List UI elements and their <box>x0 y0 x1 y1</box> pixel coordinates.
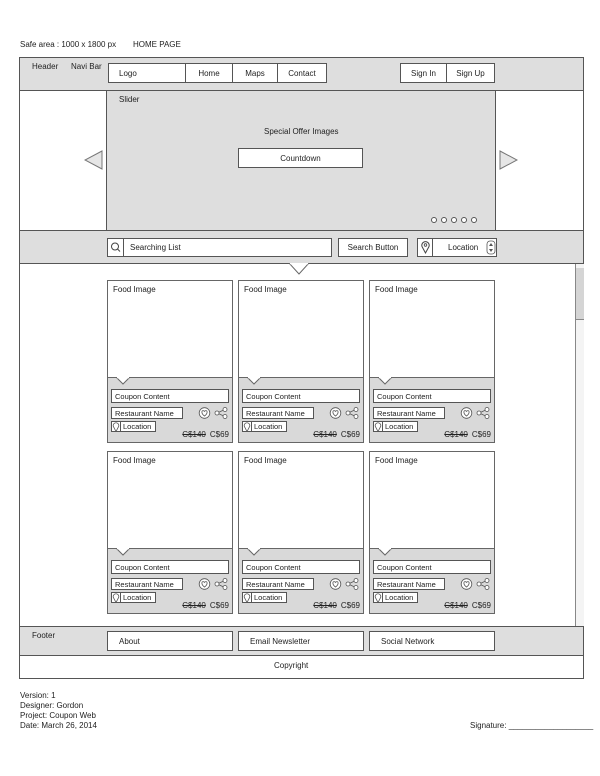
designer-info: Designer: Gordon <box>20 701 84 710</box>
coupon-content-text: Coupon Content <box>246 562 301 572</box>
footer-about-link[interactable] <box>107 631 233 651</box>
slider-label: Slider <box>119 95 140 104</box>
coupon-content-field[interactable] <box>242 560 360 574</box>
version-info: Version: 1 <box>20 691 56 700</box>
new-price: C$69 <box>340 430 360 439</box>
coupon-card[interactable] <box>238 280 364 443</box>
countdown-box <box>238 148 363 168</box>
restaurant-name-field[interactable] <box>373 578 445 590</box>
location-field[interactable] <box>111 421 156 432</box>
footer-label: Footer <box>32 631 56 640</box>
nav-contact-label: Contact <box>288 68 316 78</box>
location-field[interactable] <box>373 592 418 603</box>
location-select[interactable] <box>417 238 497 257</box>
coupon-details <box>239 377 363 442</box>
old-price: C$140 <box>444 430 468 439</box>
favorite-heart-icon[interactable] <box>460 578 473 592</box>
restaurant-name-field[interactable] <box>242 407 314 419</box>
search-placeholder: Searching List <box>130 243 181 252</box>
coupon-content-text: Coupon Content <box>246 391 301 401</box>
slider-dot[interactable] <box>461 217 467 223</box>
location-pin-icon <box>112 593 121 602</box>
location-text: Location <box>123 593 152 602</box>
old-price: C$140 <box>444 601 468 610</box>
share-icon[interactable] <box>476 578 490 592</box>
location-field[interactable] <box>242 421 287 432</box>
coupon-content-field[interactable] <box>373 560 491 574</box>
nav-home[interactable] <box>185 63 233 83</box>
coupon-content-text: Coupon Content <box>115 562 170 572</box>
location-field[interactable] <box>242 592 287 603</box>
price <box>182 601 229 610</box>
price <box>182 430 229 439</box>
price <box>444 430 491 439</box>
scrollbar-thumb[interactable] <box>576 268 584 320</box>
project-info: Project: Coupon Web <box>20 711 96 720</box>
food-image-label: Food Image <box>375 285 418 294</box>
restaurant-name-text: Restaurant Name <box>115 579 174 589</box>
footer-social-link[interactable] <box>369 631 495 651</box>
search-icon <box>108 239 124 256</box>
location-text: Location <box>385 422 414 431</box>
nav-maps[interactable] <box>232 63 278 83</box>
coupon-card[interactable] <box>369 451 495 614</box>
share-icon[interactable] <box>476 407 490 421</box>
coupon-card[interactable] <box>369 280 495 443</box>
slider-title: Special Offer Images <box>264 127 339 136</box>
footer-social-label: Social Network <box>381 636 435 646</box>
share-icon[interactable] <box>214 407 228 421</box>
restaurant-name-text: Restaurant Name <box>246 579 305 589</box>
location-field[interactable] <box>373 421 418 432</box>
slider-dot[interactable] <box>431 217 437 223</box>
scrollbar[interactable] <box>575 264 584 627</box>
coupon-content-text: Coupon Content <box>377 391 432 401</box>
restaurant-name-text: Restaurant Name <box>246 408 305 418</box>
favorite-heart-icon[interactable] <box>329 578 342 592</box>
location-pin-icon <box>112 422 121 431</box>
navibar-label: Navi Bar <box>71 62 102 71</box>
location-pin-icon <box>243 593 252 602</box>
pointer-icon <box>247 548 263 557</box>
sign-in-label: Sign In <box>411 68 436 78</box>
search-button[interactable] <box>338 238 408 257</box>
slider-next-icon[interactable] <box>498 150 518 170</box>
pointer-icon <box>116 377 132 386</box>
location-field[interactable] <box>111 592 156 603</box>
price <box>313 601 360 610</box>
new-price: C$69 <box>471 601 491 610</box>
new-price: C$69 <box>209 601 229 610</box>
coupon-card[interactable] <box>107 280 233 443</box>
share-icon[interactable] <box>214 578 228 592</box>
coupon-card[interactable] <box>107 451 233 614</box>
restaurant-name-text: Restaurant Name <box>377 579 436 589</box>
copyright: Copyright <box>274 661 309 670</box>
old-price: C$140 <box>313 430 337 439</box>
old-price: C$140 <box>182 430 206 439</box>
location-text: Location <box>254 422 283 431</box>
food-image-label: Food Image <box>113 285 156 294</box>
favorite-heart-icon[interactable] <box>329 407 342 421</box>
nav-home-label: Home <box>198 68 220 78</box>
food-image-label: Food Image <box>244 456 287 465</box>
coupon-content-field[interactable] <box>242 389 360 403</box>
favorite-heart-icon[interactable] <box>198 578 211 592</box>
slider-dot[interactable] <box>451 217 457 223</box>
coupon-card[interactable] <box>238 451 364 614</box>
location-pin-icon <box>418 239 433 256</box>
logo-text: Logo <box>119 68 137 78</box>
coupon-content-text: Coupon Content <box>115 391 170 401</box>
location-text: Location <box>123 422 152 431</box>
pointer-icon <box>378 548 394 557</box>
sign-in-button[interactable] <box>400 63 447 83</box>
favorite-heart-icon[interactable] <box>460 407 473 421</box>
pointer-icon <box>378 377 394 386</box>
coupon-details <box>239 548 363 613</box>
location-text: Location <box>385 593 414 602</box>
new-price: C$69 <box>340 601 360 610</box>
restaurant-name-text: Restaurant Name <box>377 408 436 418</box>
search-dropdown-pointer-icon <box>288 263 310 275</box>
sign-up-button[interactable] <box>446 63 495 83</box>
footer-newsletter-label: Email Newsletter <box>250 636 311 646</box>
coupon-content-field[interactable] <box>373 389 491 403</box>
restaurant-name-field[interactable] <box>242 578 314 590</box>
location-pin-icon <box>243 422 252 431</box>
pointer-icon <box>116 548 132 557</box>
slider-dot[interactable] <box>441 217 447 223</box>
sign-up-label: Sign Up <box>456 68 485 78</box>
coupon-details <box>108 548 232 613</box>
header-label: Header <box>32 62 59 71</box>
coupon-details <box>108 377 232 442</box>
location-pin-icon <box>374 422 383 431</box>
old-price: C$140 <box>313 601 337 610</box>
restaurant-name-field[interactable] <box>373 407 445 419</box>
nav-maps-label: Maps <box>245 68 265 78</box>
coupon-details <box>370 548 494 613</box>
favorite-heart-icon[interactable] <box>198 407 211 421</box>
slider-dot[interactable] <box>471 217 477 223</box>
safe-area-note: Safe area : 1000 x 1800 px <box>20 40 117 49</box>
new-price: C$69 <box>471 430 491 439</box>
location-text: Location <box>254 593 283 602</box>
restaurant-name-field[interactable] <box>111 407 183 419</box>
food-image-label: Food Image <box>244 285 287 294</box>
signature-line: Signature: ___________________ <box>470 721 594 730</box>
new-price: C$69 <box>209 430 229 439</box>
location-pin-icon <box>374 593 383 602</box>
location-label: Location <box>448 243 479 252</box>
search-input[interactable] <box>107 238 332 257</box>
restaurant-name-field[interactable] <box>111 578 183 590</box>
slider-prev-icon[interactable] <box>84 150 104 170</box>
coupon-content-field[interactable] <box>111 560 229 574</box>
stepper-icon <box>486 240 496 257</box>
slider-dots <box>431 217 481 225</box>
old-price: C$140 <box>182 601 206 610</box>
share-icon[interactable] <box>345 407 359 421</box>
price <box>313 430 360 439</box>
restaurant-name-text: Restaurant Name <box>115 408 174 418</box>
coupon-details <box>370 377 494 442</box>
share-icon[interactable] <box>345 578 359 592</box>
logo[interactable] <box>108 63 186 83</box>
search-button-label: Search Button <box>347 243 399 252</box>
food-image-label: Food Image <box>375 456 418 465</box>
pointer-icon <box>247 377 263 386</box>
nav-contact[interactable] <box>277 63 327 83</box>
food-image-label: Food Image <box>113 456 156 465</box>
coupon-content-field[interactable] <box>111 389 229 403</box>
page-name: HOME PAGE <box>133 40 181 49</box>
footer-about-label: About <box>119 636 140 646</box>
date-info: Date: March 26, 2014 <box>20 721 97 730</box>
coupon-content-text: Coupon Content <box>377 562 432 572</box>
price <box>444 601 491 610</box>
countdown-label: Countdown <box>280 153 321 163</box>
footer-newsletter-link[interactable] <box>238 631 364 651</box>
